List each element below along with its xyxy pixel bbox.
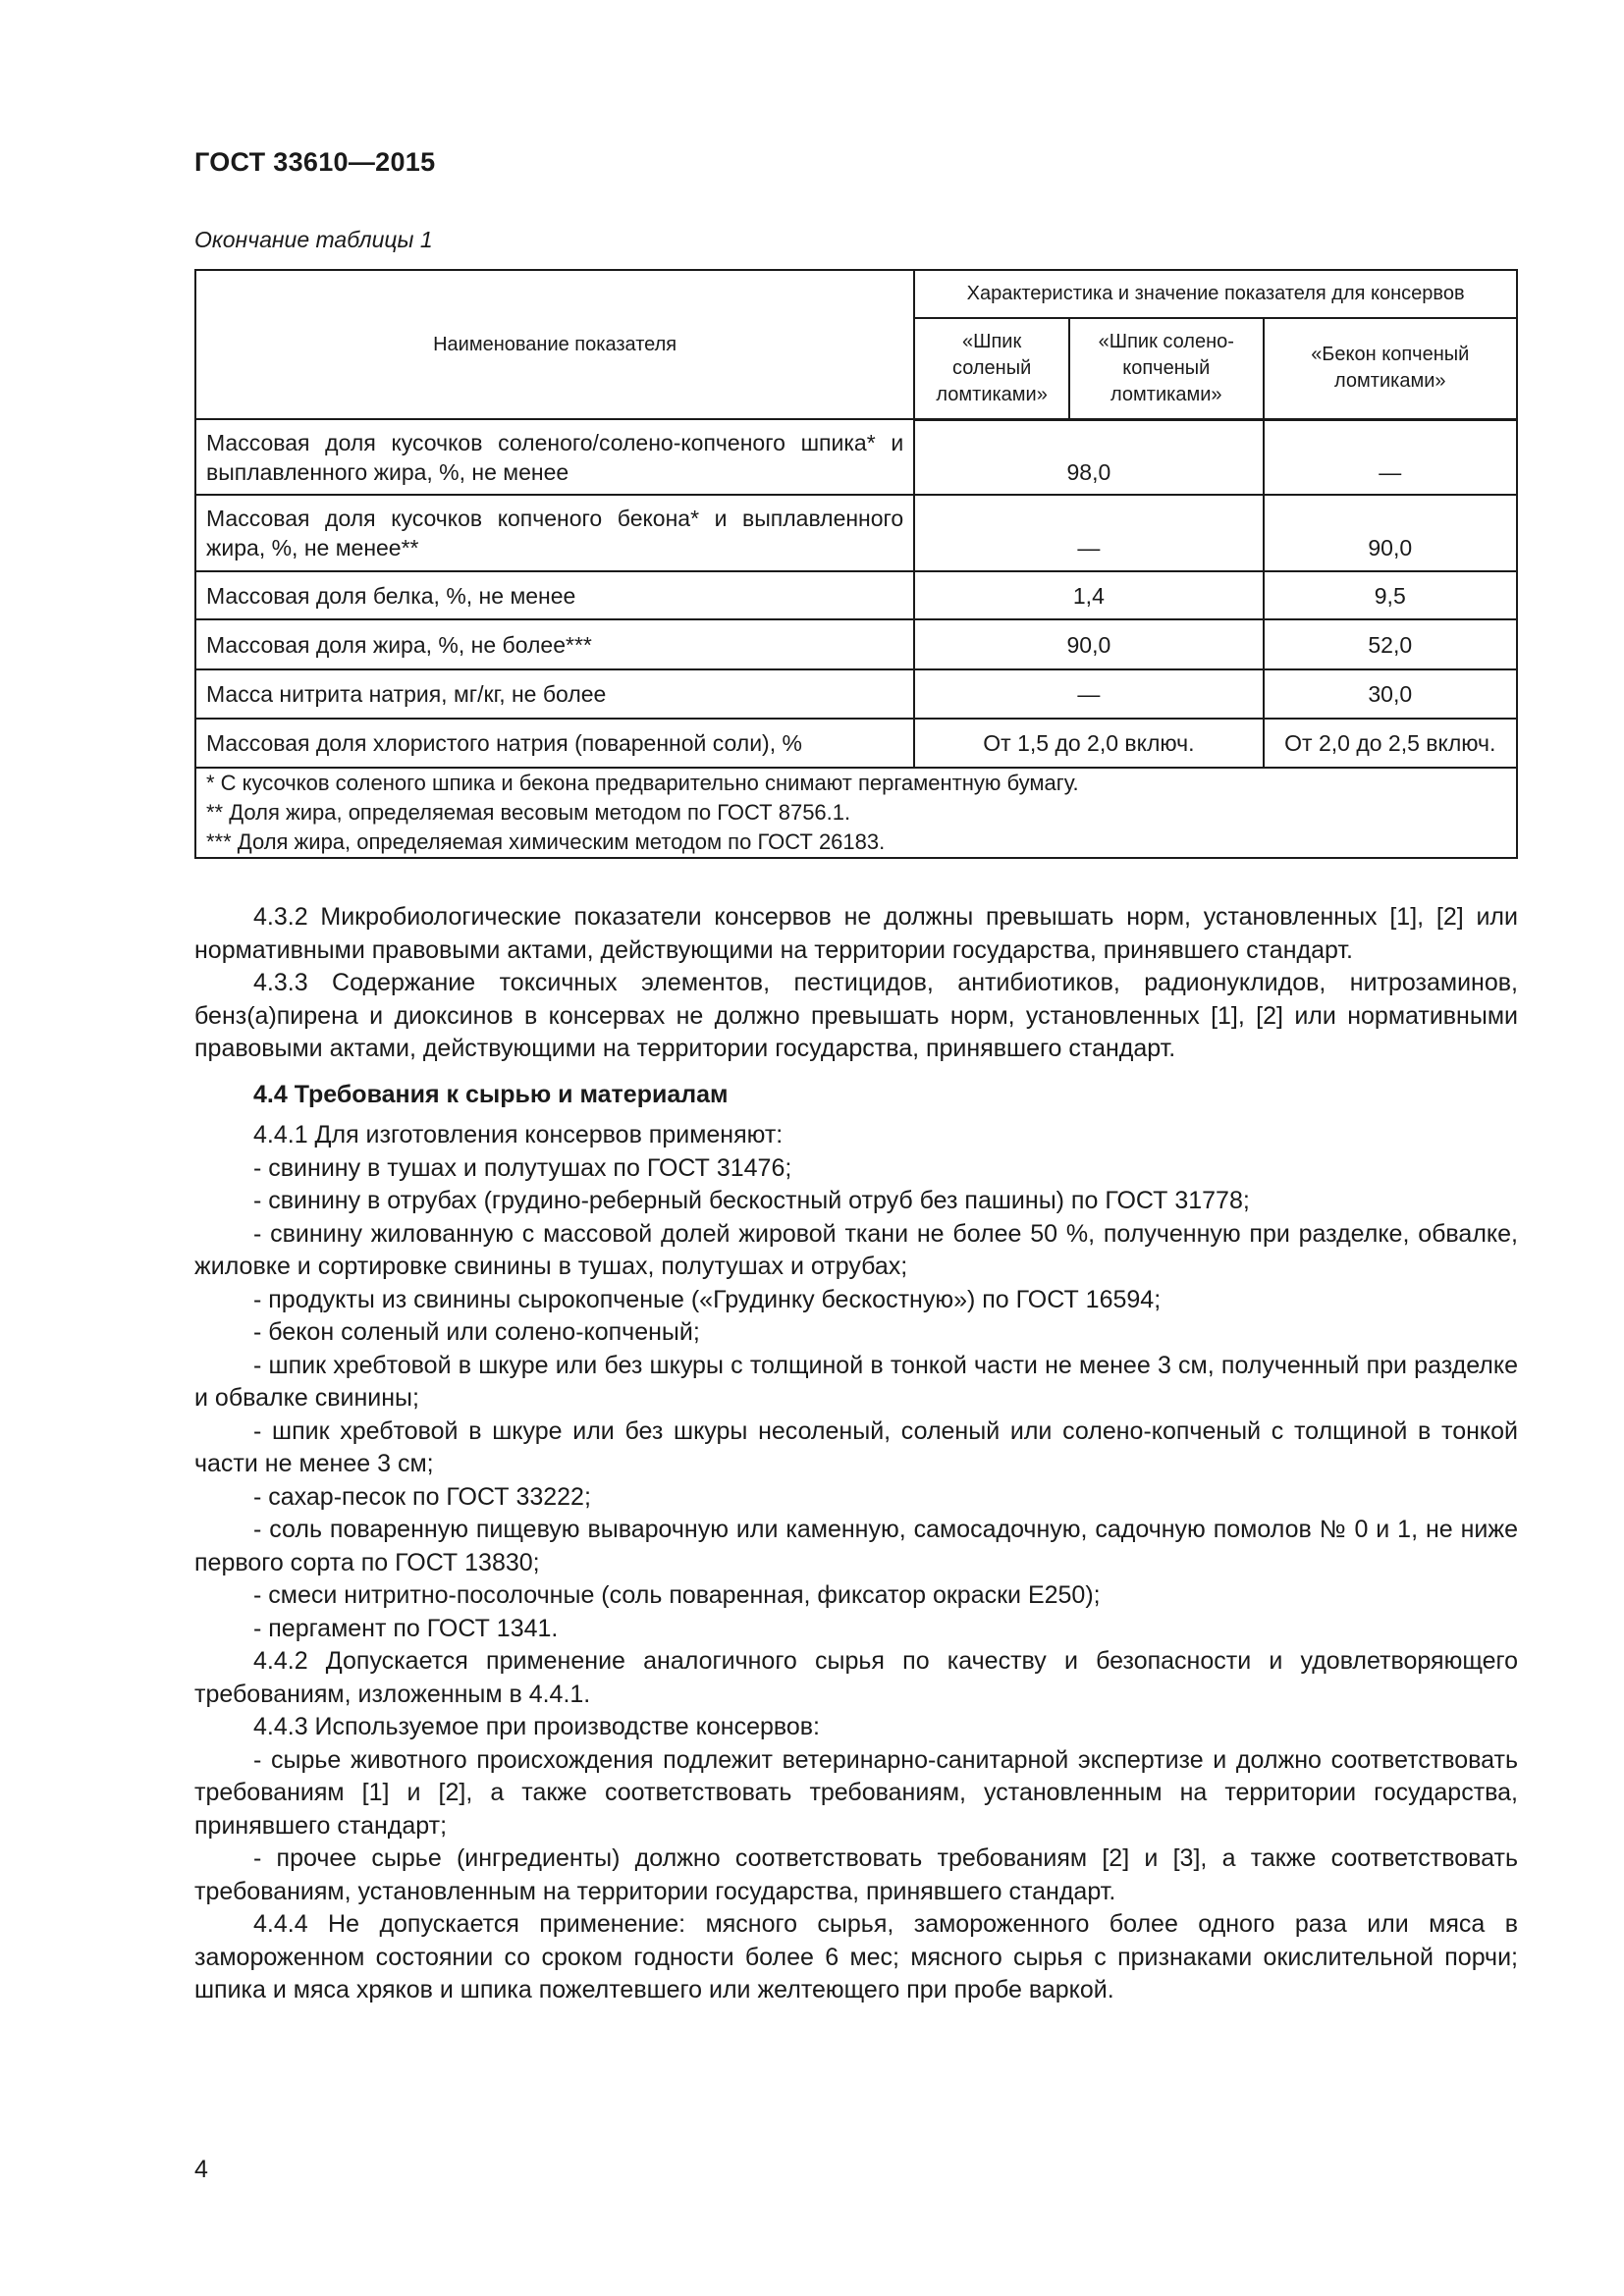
row-value-c: — (1264, 419, 1517, 495)
row-value-c: 30,0 (1264, 669, 1517, 719)
header-col-bacon: «Бекон копченый ломтиками» (1264, 318, 1517, 419)
table-note: * С кусочков соленого шпика и бекона предварительно снимают пергаментную бумагу. (206, 771, 1079, 795)
row-name: Массовая доля кусочков копченого бекона* и выплавленного жира, %, не менее** (195, 495, 914, 571)
paragraph: - сырье животного происхождения подлежит ветеринарно-санитарной экспертизе и должно соответствовать требованиям [1] и [2], а также соответствовать требованиям, установленным на территории государства, принявшего стандарт; (194, 1745, 1518, 1840)
row-value-c: От 2,0 до 2,5 включ. (1264, 719, 1517, 768)
section-heading: 4.4 Требования к сырью и материалам (253, 1080, 729, 1108)
paragraph: 4.4.3 Используемое при производстве консервов: (253, 1713, 821, 1740)
header-col-salted-smoked: «Шпик солено-копченый ломтиками» (1069, 318, 1264, 419)
table-row (195, 619, 1517, 669)
row-value-c: 52,0 (1264, 619, 1517, 669)
paragraph: - продукты из свинины сырокопченые («Грудинку бескостную») по ГОСТ 16594; (253, 1285, 1162, 1313)
row-value-ab: 90,0 (914, 619, 1263, 669)
paragraph: - пергамент по ГОСТ 1341. (253, 1614, 559, 1642)
paragraph: 4.4.2 Допускается применение аналогичного сырья по качеству и безопасности и удовлетворяющего требованиям, изложенным в 4.4.1. (194, 1647, 1518, 1708)
table-notes (195, 768, 1517, 858)
row-value-ab: 98,0 (914, 419, 1263, 495)
table-notes-row (195, 768, 1517, 858)
table-note: ** Доля жира, определяемая весовым методом по ГОСТ 8756.1. (206, 800, 851, 825)
row-value-c: 90,0 (1264, 495, 1517, 571)
paragraph: - смеси нитритно-посолочные (соль поваренная, фиксатор окраски Е250); (253, 1581, 1101, 1609)
paragraph: 4.3.3 Содержание токсичных элементов, пестицидов, антибиотиков, радионуклидов, нитрозаминов, бенз(а)пирена и диоксинов в консервах не должно превышать норм, установленных [1], [2] или нормативными правовыми актами, действующими на территории государства, принявшего стандарт. (194, 969, 1518, 1062)
table-row (195, 419, 1517, 495)
row-value-ab: 1,4 (914, 571, 1263, 619)
table-row (195, 495, 1517, 571)
paragraph: - свинину в отрубах (грудино-реберный бескостный отруб без пашины) по ГОСТ 31778; (253, 1187, 1250, 1214)
paragraph: - бекон соленый или солено-копченый; (253, 1318, 700, 1346)
paragraph: 4.3.2 Микробиологические показатели консервов не должны превышать норм, установленных [1], [2] или нормативными правовыми актами, действующими на территории государства, принявшего стандарт. (194, 903, 1518, 964)
body-text (194, 901, 1518, 2007)
table-row (195, 669, 1517, 719)
header-group: Характеристика и значение показателя для консервов (914, 270, 1517, 318)
row-value-ab: От 1,5 до 2,0 включ. (914, 719, 1263, 768)
header-indicator-name: Наименование показателя (195, 270, 914, 419)
paragraph: - прочее сырье (ингредиенты) должно соответствовать требованиям [2] и [3], а также соответствовать требованиям, установленным на территории государства, принявшего стандарт. (194, 1844, 1518, 1905)
table-caption: Окончание таблицы 1 (194, 227, 433, 252)
row-name: Массовая доля кусочков соленого/солено-копченого шпика* и выплавленного жира, %, не менее (195, 419, 914, 495)
row-value-ab: — (914, 669, 1263, 719)
table-1 (194, 269, 1518, 859)
row-name: Масса нитрита натрия, мг/кг, не более (195, 669, 914, 719)
row-name: Массовая доля хлористого натрия (поваренной соли), % (195, 719, 914, 768)
row-value-c: 9,5 (1264, 571, 1517, 619)
paragraph: - свинину в тушах и полутушах по ГОСТ 31476; (253, 1153, 792, 1182)
paragraph: - свинину жилованную с массовой долей жировой ткани не более 50 %, полученную при разделке, обвалке, жиловке и сортировке свинины в тушах, полутушах и отрубах; (194, 1219, 1518, 1280)
header-col-salted: «Шпик соленый ломтиками» (914, 318, 1069, 419)
document-header: ГОСТ 33610—2015 (194, 147, 436, 177)
paragraph: - сахар-песок по ГОСТ 33222; (253, 1482, 591, 1511)
row-name: Массовая доля жира, %, не более*** (195, 619, 914, 669)
paragraph: - соль поваренную пищевую выварочную или каменную, самосадочную, садочную помолов № 0 и 1, не ниже первого сорта по ГОСТ 13830; (194, 1516, 1518, 1576)
table-note: *** Доля жира, определяемая химическим методом по ГОСТ 26183. (206, 829, 886, 854)
table-row (195, 571, 1517, 619)
paragraph: - шпик хребтовой в шкуре или без шкуры несоленый, соленый или солено-копченый с толщиной в тонкой части не менее 3 см; (194, 1416, 1518, 1477)
table-row (195, 719, 1517, 768)
paragraph: 4.4.4 Не допускается применение: мясного сырья, замороженного более одного раза или мяса в замороженном состоянии со сроком годности более 6 мес; мясного сырья с признаками окислительной порчи; шпика и мяса хряков и шпика пожелтевшего или желтеющего при пробе варкой. (194, 1910, 1518, 2003)
page-number: 4 (194, 2156, 208, 2183)
row-value-ab: — (914, 495, 1263, 571)
row-name: Массовая доля белка, %, не менее (195, 571, 914, 619)
paragraph: - шпик хребтовой в шкуре или без шкуры с толщиной в тонкой части не менее 3 см, полученный при разделке и обвалке свинины; (194, 1351, 1518, 1412)
paragraph: 4.4.1 Для изготовления консервов применяют: (253, 1121, 784, 1148)
